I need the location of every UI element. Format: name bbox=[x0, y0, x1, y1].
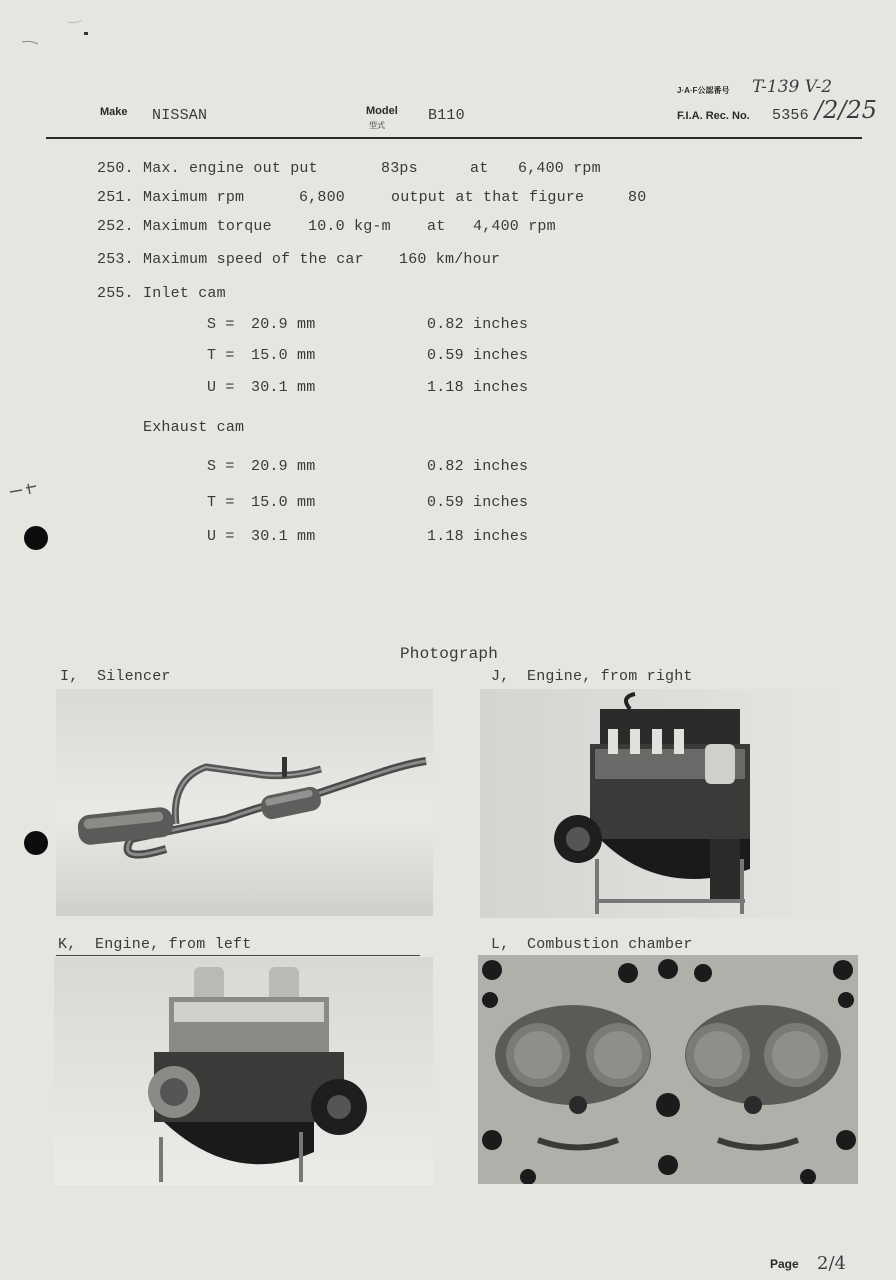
inlet-cam-inches: 0.59 inches bbox=[427, 347, 529, 364]
page-number: 2/4 bbox=[817, 1253, 846, 1274]
photograph-heading: Photograph bbox=[400, 645, 499, 663]
exhaust-cam-inches: 0.82 inches bbox=[427, 458, 529, 475]
exhaust-cam-inches: 0.59 inches bbox=[427, 494, 529, 511]
item-251-number: 251. bbox=[97, 189, 134, 206]
model-value: B110 bbox=[428, 107, 465, 124]
exhaust-cam-mm: 15.0 mm bbox=[251, 494, 316, 511]
inlet-cam-inches: 1.18 inches bbox=[427, 379, 529, 396]
photo-engine-right bbox=[480, 689, 861, 918]
model-sublabel: 型式 bbox=[369, 121, 385, 130]
item-252-number: 252. bbox=[97, 218, 134, 235]
binder-hole bbox=[24, 526, 48, 550]
inlet-cam-letter: U = bbox=[207, 379, 235, 396]
stray-pen-mark bbox=[18, 14, 98, 54]
item-250-at: at bbox=[470, 160, 489, 177]
header-rule bbox=[46, 137, 862, 139]
photo-j-caption: Engine, from right bbox=[527, 668, 693, 685]
item-252-rpm: 4,400 rpm bbox=[473, 218, 556, 235]
model-label: Model bbox=[366, 105, 398, 117]
fia-rec-label: F.I.A. Rec. No. bbox=[677, 110, 750, 122]
exhaust-cam-mm: 30.1 mm bbox=[251, 528, 316, 545]
item-255-label: Inlet cam bbox=[143, 285, 226, 302]
make-label: Make bbox=[100, 106, 128, 118]
inlet-cam-mm: 30.1 mm bbox=[251, 379, 316, 396]
exhaust-cam-letter: T = bbox=[207, 494, 235, 511]
inlet-cam-inches: 0.82 inches bbox=[427, 316, 529, 333]
jaf-number-value: T-139 V-2 bbox=[752, 77, 833, 97]
inlet-cam-mm: 20.9 mm bbox=[251, 316, 316, 333]
photo-i-caption: Silencer bbox=[97, 668, 171, 685]
inlet-cam-mm: 15.0 mm bbox=[251, 347, 316, 364]
item-252-value: 10.0 kg-m bbox=[308, 218, 391, 235]
inlet-cam-letter: S = bbox=[207, 316, 235, 333]
make-value: NISSAN bbox=[152, 107, 208, 124]
item-250-number: 250. bbox=[97, 160, 134, 177]
item-253-value: 160 km/hour bbox=[399, 251, 501, 268]
photo-i-letter: I, bbox=[60, 668, 79, 685]
binder-hole bbox=[24, 831, 48, 855]
stray-pen-mark bbox=[8, 478, 38, 498]
item-251-label: Maximum rpm bbox=[143, 189, 245, 206]
photo-l-letter: L, bbox=[491, 936, 510, 953]
exhaust-cam-mm: 20.9 mm bbox=[251, 458, 316, 475]
exhaust-cam-label: Exhaust cam bbox=[143, 419, 245, 436]
exhaust-cam-inches: 1.18 inches bbox=[427, 528, 529, 545]
page-label: Page bbox=[770, 1257, 799, 1271]
exhaust-cam-letter: S = bbox=[207, 458, 235, 475]
item-251-value: 6,800 bbox=[299, 189, 346, 206]
photo-engine-left bbox=[54, 957, 433, 1185]
item-251-output-label: output at that figure bbox=[391, 189, 585, 206]
item-252-label: Maximum torque bbox=[143, 218, 272, 235]
photo-j-letter: J, bbox=[491, 668, 510, 685]
photo-silencer bbox=[56, 689, 433, 916]
fia-rec-value: 5356 bbox=[772, 107, 809, 124]
item-250-rpm: 6,400 rpm bbox=[518, 160, 601, 177]
item-253-number: 253. bbox=[97, 251, 134, 268]
photo-k-letter: K, bbox=[58, 936, 77, 953]
item-252-at: at bbox=[427, 218, 446, 235]
exhaust-cam-letter: U = bbox=[207, 528, 235, 545]
photo-combustion-chamber bbox=[478, 955, 858, 1184]
fia-rec-handwritten: /2/25 bbox=[815, 96, 877, 124]
photo-l-caption: Combustion chamber bbox=[527, 936, 693, 953]
jaf-number-label: J·A·F公認番号 bbox=[677, 86, 730, 95]
inlet-cam-letter: T = bbox=[207, 347, 235, 364]
item-253-label: Maximum speed of the car bbox=[143, 251, 364, 268]
photo-k-caption: Engine, from left bbox=[95, 936, 252, 953]
item-250-value: 83ps bbox=[381, 160, 418, 177]
item-251-output-value: 80 bbox=[628, 189, 647, 206]
caption-underline bbox=[56, 955, 420, 956]
item-250-label: Max. engine out put bbox=[143, 160, 318, 177]
item-255-number: 255. bbox=[97, 285, 134, 302]
